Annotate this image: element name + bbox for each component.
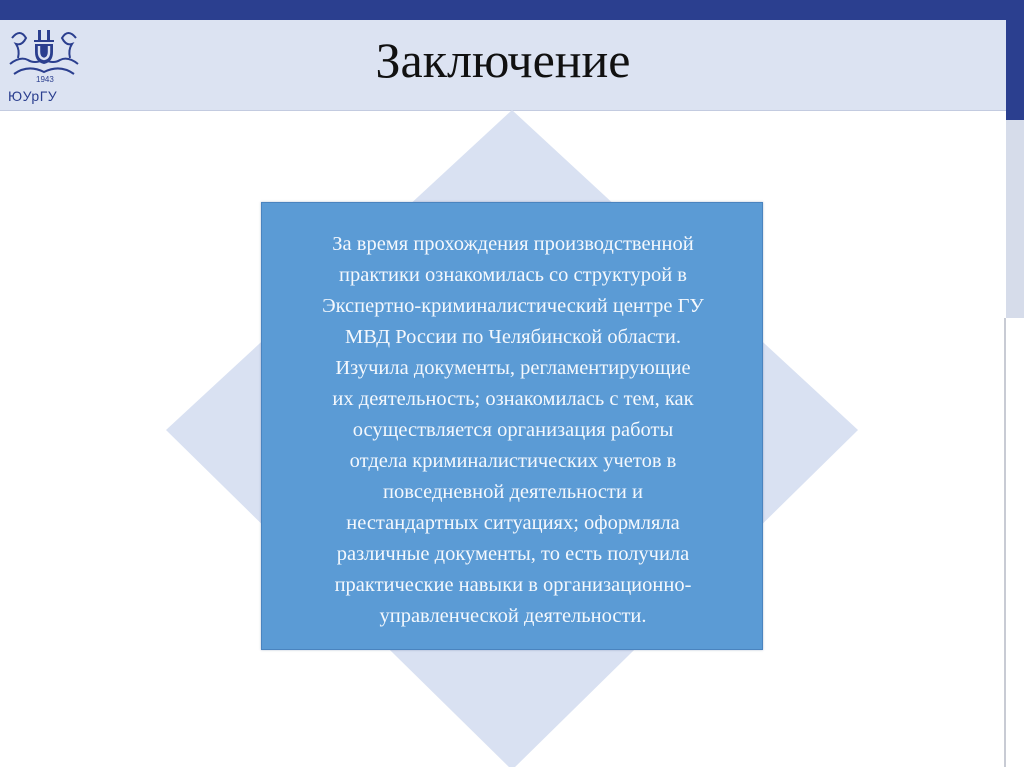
conclusion-line: практики ознакомилась со структурой в: [339, 264, 687, 286]
conclusion-line: Изучила документы, регламентирующие: [335, 357, 691, 379]
right-frame-accent: [1006, 120, 1024, 320]
conclusion-line: За время прохождения производственной: [332, 233, 694, 255]
conclusion-line: отдела криминалистических учетов в: [349, 450, 677, 472]
logo-caption: ЮУрГУ: [8, 88, 58, 104]
conclusion-line: нестандартных ситуациях; оформляла: [346, 512, 680, 534]
conclusion-line: различные документы, то есть получила: [336, 543, 690, 565]
conclusion-text-box: [261, 202, 763, 650]
logo-year: 1943: [36, 75, 54, 84]
conclusion-line: их деятельность; ознакомилась с тем, как: [332, 388, 694, 410]
slide-title: Заключение: [375, 32, 631, 88]
conclusion-text: [262, 229, 764, 632]
conclusion-line: практические навыки в организационно-: [334, 574, 692, 596]
top-frame-bar: [0, 0, 1024, 20]
right-frame-divider: [1004, 318, 1024, 767]
conclusion-line: повседневной деятельности и: [383, 481, 643, 503]
conclusion-line: осуществляется организация работы: [352, 419, 674, 441]
conclusion-line: МВД России по Челябинской области.: [345, 326, 681, 348]
conclusion-line: управленческой деятельности.: [379, 605, 647, 627]
conclusion-line: Экспертно-криминалистический центре ГУ: [322, 295, 704, 317]
